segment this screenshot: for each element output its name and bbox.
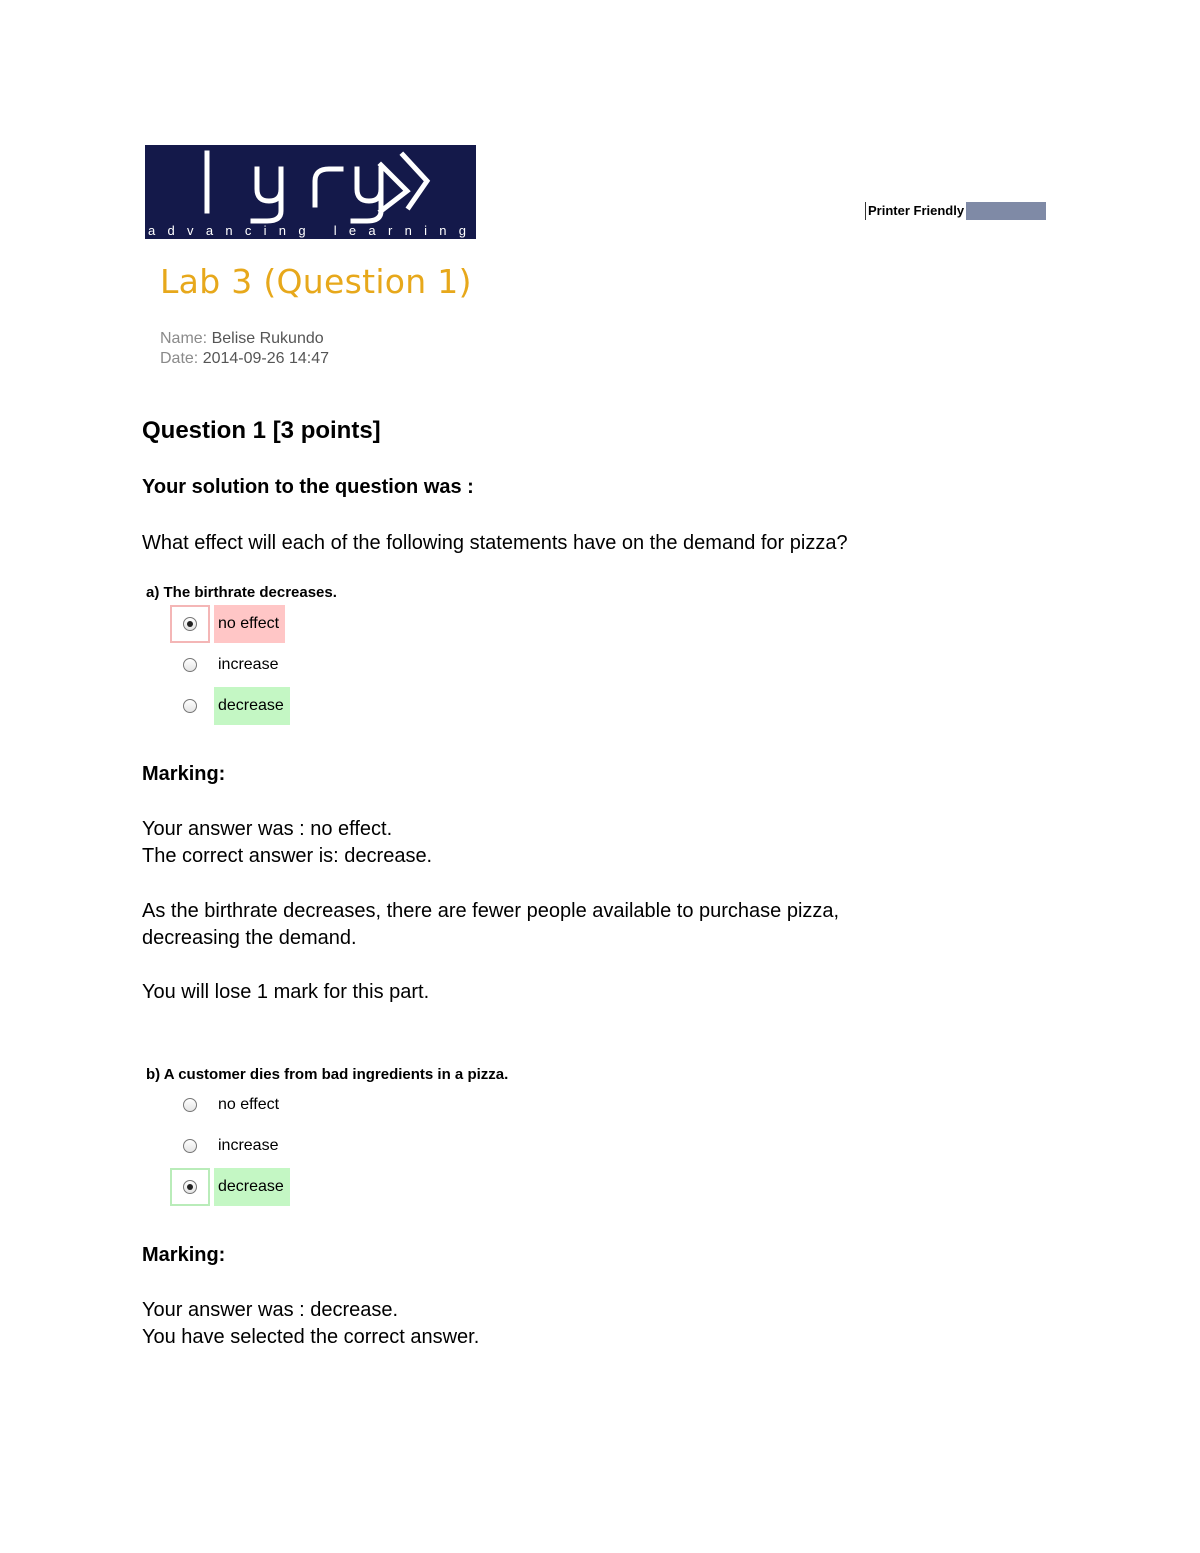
logo-tagline: advancing learning xyxy=(148,223,466,238)
radio-icon[interactable] xyxy=(183,1139,197,1153)
part-a-option-increase[interactable] xyxy=(170,646,284,684)
submission-date xyxy=(160,350,329,368)
part-a-correct-answer: The correct answer is: decrease. xyxy=(142,845,433,867)
part-a-marking-heading: Marking: xyxy=(142,763,226,785)
question-prompt: What effect will each of the following statements have on the demand for pizza? xyxy=(142,532,848,554)
part-b-marking-heading: Marking: xyxy=(142,1244,226,1266)
radio-icon[interactable] xyxy=(183,1098,197,1112)
printer-friendly-bar xyxy=(966,202,1046,220)
page-title: Lab 3 (Question 1) xyxy=(160,262,472,301)
solution-heading: Your solution to the question was : xyxy=(142,476,474,498)
option-label: no effect xyxy=(214,605,285,643)
radio-selected-icon[interactable] xyxy=(183,1180,197,1194)
student-name xyxy=(160,330,324,348)
part-a-option-no-effect[interactable] xyxy=(170,605,285,643)
part-a-label: a) The birthrate decreases. xyxy=(146,584,337,601)
date-value: 2014-09-26 14:47 xyxy=(202,350,330,367)
option-label: increase xyxy=(218,656,279,673)
name-value: Belise Rukundo xyxy=(211,330,324,347)
part-b-option-decrease[interactable] xyxy=(170,1168,290,1206)
radio-icon[interactable] xyxy=(183,658,197,672)
part-b-correct-note: You have selected the correct answer. xyxy=(142,1326,480,1348)
option-label: decrease xyxy=(214,1168,290,1206)
option-label: decrease xyxy=(214,687,290,725)
part-a-option-decrease[interactable] xyxy=(170,687,290,725)
printer-friendly-label[interactable]: Printer Friendly xyxy=(868,203,965,218)
radio-selected-icon[interactable] xyxy=(183,617,197,631)
part-b-option-increase[interactable] xyxy=(170,1127,284,1165)
question-heading: Question 1 [3 points] xyxy=(142,417,381,444)
part-b-your-answer: Your answer was : decrease. xyxy=(142,1299,399,1321)
part-a-explanation-line-1: As the birthrate decreases, there are fewer people available to purchase pizza, xyxy=(142,900,840,922)
name-label: Name: xyxy=(160,330,208,347)
date-label: Date: xyxy=(160,350,199,367)
part-a-explanation-line-2: decreasing the demand. xyxy=(142,927,357,949)
lyryx-logo xyxy=(145,145,476,239)
printer-friendly-link[interactable] xyxy=(865,202,1046,220)
option-label: increase xyxy=(218,1137,279,1154)
option-label: no effect xyxy=(218,1096,280,1113)
part-a-your-answer: Your answer was : no effect. xyxy=(142,818,393,840)
part-a-mark-note: You will lose 1 mark for this part. xyxy=(142,981,430,1003)
part-b-label: b) A customer dies from bad ingredients in a pizza. xyxy=(146,1066,509,1083)
part-b-option-no-effect[interactable] xyxy=(170,1086,285,1124)
radio-icon[interactable] xyxy=(183,699,197,713)
